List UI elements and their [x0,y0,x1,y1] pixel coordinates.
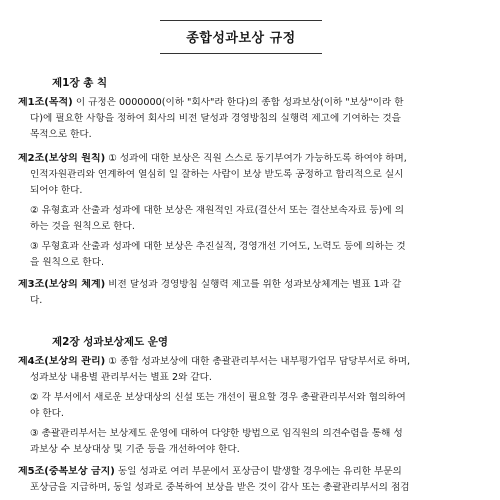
title-box [160,20,322,54]
article-label: 제1조(목적) [18,97,73,108]
article-text: ③ 총괄관리부서는 보상제도 운영에 대하여 다양한 방법으로 임직원의 의견수렴을 통해 성 [30,428,403,439]
article-label: 제5조(중복보상 금지) [18,466,115,477]
article-text: 야 한다. [30,408,64,419]
chapter-heading: 제2장 성과보상제도 운영 [52,336,169,348]
article-text: 다)에 필요한 사항을 정하여 회사의 비전 달성과 경영방침의 실행력 제고에 기여하는 것을 [30,113,401,124]
article-text: ③ 무형효과 산출과 성과에 대한 보상은 추진실적, 경영개선 기여도, 노력도 등에 의하는 것 [30,241,406,252]
article-4 [18,356,484,368]
document-title: 종합성과보상 규정 [186,31,296,46]
article-text: ② 유형효과 산출과 성과에 대한 보상은 재원적인 자료(결산서 또는 결산보속자료 등)에 의 [30,205,404,216]
article-text: 동일 성과로 여러 부문에서 포상금이 발생할 경우에는 유리한 부문의 [117,466,402,477]
article-text: 을 원칙으로 한다. [30,257,105,268]
article-label: 제4조(보상의 관리) [18,356,106,367]
article-5 [18,466,484,478]
article-text: ① 성과에 대한 보상은 직원 스스로 동기부여가 가능하도록 하여야 하며, [108,153,407,164]
article-text: 포상금을 지급하며, 동일 성과로 중복하여 보상을 받은 것이 감사 또는 총괄관리부서의 점검 [30,482,410,493]
article-text: 과보상 수 보상대상 및 기준 등을 개선하여야 한다. [30,444,240,455]
article-text: 목적으로 한다. [30,129,92,140]
article-text: 다. [30,295,43,306]
article-2 [18,153,484,165]
article-text: 비전 달성과 경영방침 실행력 제고를 위한 성과보상체계는 별표 1과 같 [108,279,402,290]
article-text: 성과보상 내용별 관리부서는 별표 2와 같다. [30,372,212,383]
article-text: 되어야 한다. [30,185,83,196]
article-text: ① 종합 성과보상에 대한 총괄관리부서는 내부평가업무 담당부서로 하며, [108,356,411,367]
article-label: 제3조(보상의 체계) [18,279,106,290]
article-1 [18,97,484,109]
article-text: ② 각 부서에서 새로운 보상대상의 신설 또는 개선이 필요할 경우 총괄관리부서와 협의하여 [30,392,406,403]
article-text: 인적자원관리와 연계하여 열심히 일 잘하는 사람이 보상 받도록 공정하고 합리적으로 실시 [30,169,404,180]
article-3 [18,279,484,291]
article-label: 제2조(보상의 원칙) [18,153,106,164]
article-text: 하는 것을 원칙으로 한다. [30,221,135,232]
chapter-heading: 제1장 총 칙 [52,77,108,89]
article-text: 이 규정은 0000000(이하 "회사"라 한다)의 종합 성과보상(이하 "보상"이라 한 [75,97,404,108]
